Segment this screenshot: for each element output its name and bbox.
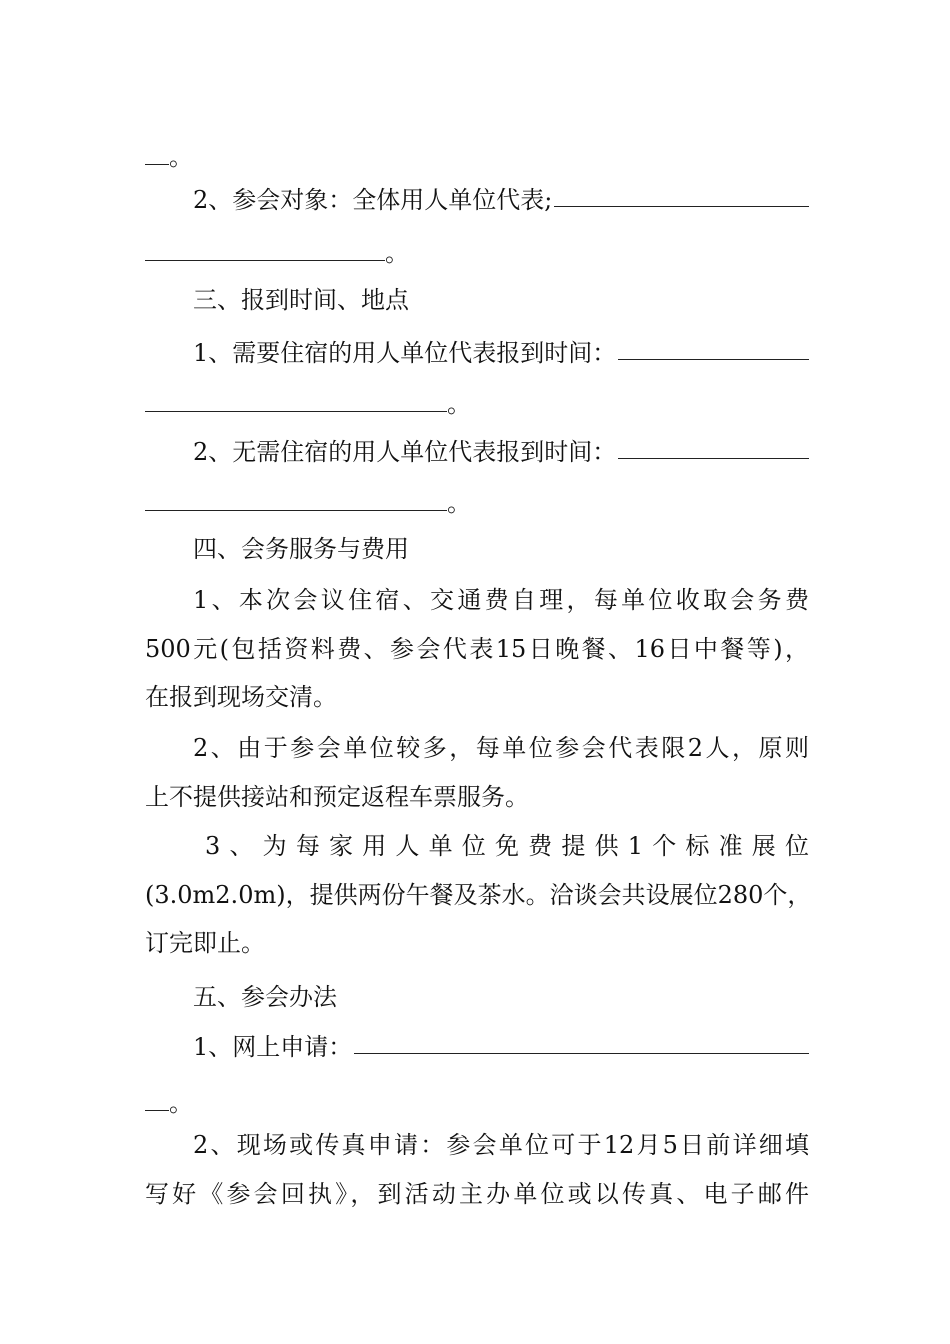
fill-blank (618, 432, 809, 459)
paragraph-text: 3、为每家用人单位免费提供1个标准展位 (205, 832, 809, 860)
fill-blank (145, 385, 447, 412)
paragraph-text: 2、现场或传真申请：参会单位可于12月5日前详细填 (193, 1131, 809, 1159)
fill-blank (354, 1027, 809, 1054)
line-end-punct: 。 (169, 143, 193, 171)
text-line-21 (193, 1125, 809, 1165)
text-line-13 (193, 728, 809, 768)
heading-text: 四、会务服务与费用 (193, 535, 409, 563)
line-end-punct: 。 (447, 489, 471, 517)
text-line-5 (193, 333, 809, 373)
paragraph-text: 在报到现场交清。 (145, 683, 337, 711)
section-heading-4 (193, 529, 809, 569)
text-line-2 (193, 180, 809, 220)
section-heading-5 (193, 977, 809, 1017)
text-line-17 (145, 923, 809, 963)
checkin-time-no-lodging: 2、无需住宿的用人单位代表报到时间： (193, 438, 617, 466)
online-apply-item: 1、网上申请： (193, 1033, 353, 1061)
heading-text: 三、报到时间、地点 (193, 286, 409, 314)
line-end-punct: 。 (169, 1089, 193, 1117)
text-line-10 (193, 580, 809, 620)
text-line-22 (145, 1174, 809, 1214)
paragraph-text: 1、本次会议住宿、交通费自理，每单位收取会务费 (193, 586, 809, 614)
text-line-6 (145, 384, 809, 424)
fill-blank (618, 333, 809, 360)
text-line-19 (193, 1027, 809, 1067)
paragraph-text: 写好《参会回执》，到活动主办单位或以传真、电子邮件 (145, 1180, 809, 1208)
text-line-15 (205, 826, 809, 866)
fill-blank (145, 1084, 169, 1111)
text-line-8 (145, 483, 809, 523)
text-line-11 (145, 629, 809, 669)
paragraph-text: 上不提供接站和预定返程车票服务。 (145, 783, 529, 811)
text-line-14 (145, 777, 809, 817)
fill-blank (554, 180, 809, 207)
text-line-12 (145, 677, 809, 717)
paragraph-text: 500元(包括资料费、参会代表15日晚餐、16日中餐等)， (145, 635, 809, 663)
heading-text: 五、参会办法 (193, 983, 337, 1011)
fill-blank (145, 234, 385, 261)
section-heading-3 (193, 280, 809, 320)
line-end-punct: 。 (385, 239, 409, 267)
text-line-16 (145, 875, 812, 915)
text-line-3 (145, 233, 809, 273)
fill-blank (145, 484, 447, 511)
text-line-7 (193, 432, 809, 472)
paragraph-text: (3.0m2.0m)，提供两份午餐及茶水。洽谈会共设展位280个， (145, 881, 812, 909)
paragraph-text: 2、由于参会单位较多，每单位参会代表限2人，原则 (193, 734, 809, 762)
line-end-punct: 。 (447, 390, 471, 418)
fill-blank (145, 138, 169, 165)
text-line-20 (145, 1083, 809, 1123)
checkin-time-lodging: 1、需要住宿的用人单位代表报到时间： (193, 339, 617, 367)
paragraph-text: 订完即止。 (145, 929, 265, 957)
participants-item: 2、参会对象：全体用人单位代表; (193, 186, 553, 214)
text-line-1 (145, 137, 809, 177)
